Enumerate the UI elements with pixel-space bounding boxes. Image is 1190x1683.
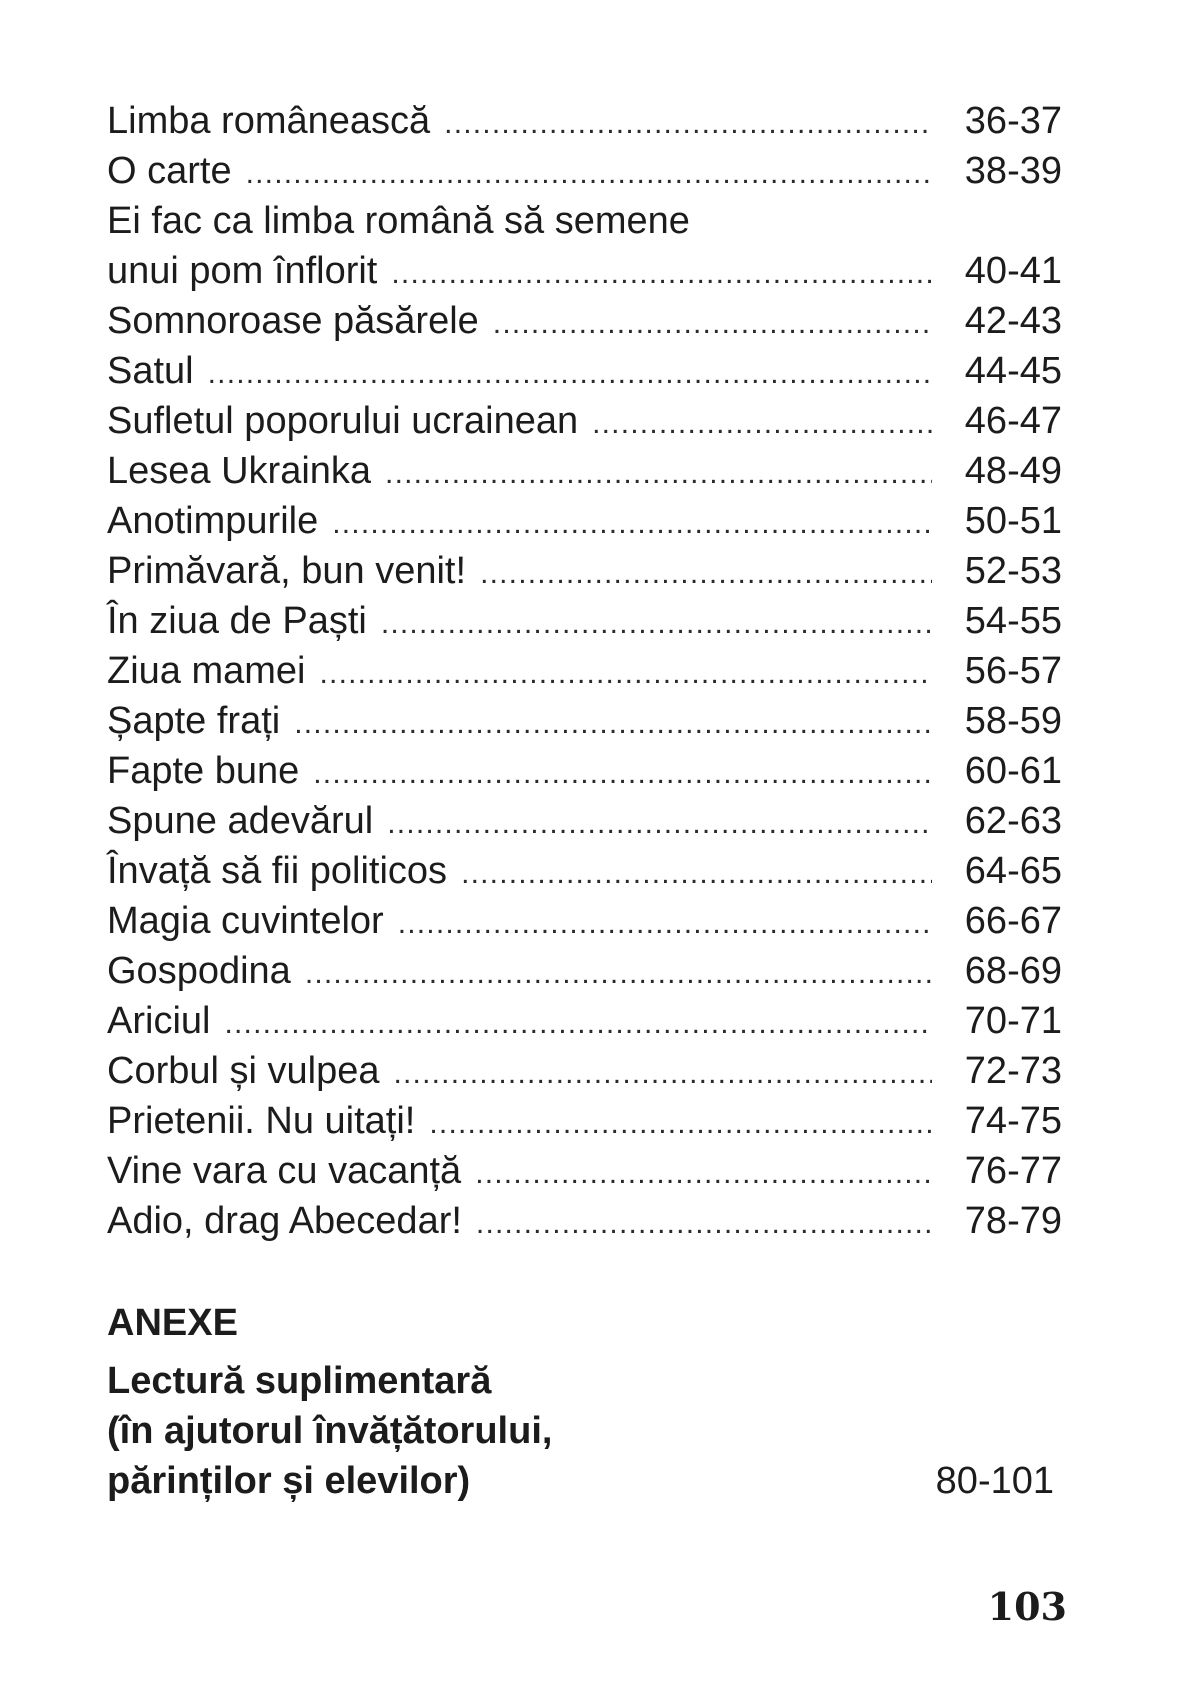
toc-entry-title: Ariciul [107, 1000, 211, 1042]
toc-entry [107, 596, 1062, 646]
toc-entry [107, 896, 1062, 946]
toc-entry-title: Limba românească [107, 100, 431, 142]
annex-pages: 80-101 [935, 1460, 1054, 1502]
dot-leader [391, 249, 932, 299]
toc-entry [107, 96, 1062, 146]
dot-leader [305, 949, 932, 999]
toc-entry-title: O carte [107, 150, 232, 192]
annex-title-line-3: părinților și elevilor) [107, 1460, 471, 1502]
toc-entry-title: Corbul și vulpea [107, 1050, 380, 1092]
dot-leader [385, 449, 932, 499]
dot-leader [475, 1149, 932, 1199]
dot-leader [429, 1099, 932, 1149]
annex-line [107, 1456, 1062, 1506]
toc-entry [107, 946, 1062, 996]
dot-leader [387, 799, 932, 849]
toc-entry-pages: 40-41 [964, 250, 1062, 292]
toc-entry-pages: 54-55 [964, 600, 1062, 642]
toc-entry-title: Ei fac ca limba română să semene [107, 200, 690, 242]
toc-entry-pages: 46-47 [964, 400, 1062, 442]
table-of-contents [107, 96, 1062, 1246]
toc-entry-pages: 68-69 [964, 950, 1062, 992]
toc-entry [107, 796, 1062, 846]
toc-entry-pages: 38-39 [964, 150, 1062, 192]
toc-entry [107, 1196, 1062, 1246]
toc-entry-title: Ziua mamei [107, 650, 306, 692]
toc-entry-pages: 36-37 [964, 100, 1062, 142]
dot-leader [381, 599, 932, 649]
annex-entry [107, 1356, 1062, 1506]
toc-entry-title: Sufletul poporului ucrainean [107, 400, 579, 442]
annex-title-line-1: Lectură suplimentară [107, 1360, 492, 1402]
toc-entry-pages: 52-53 [964, 550, 1062, 592]
toc-entry-pages: 62-63 [964, 800, 1062, 842]
toc-entry-title: Învață să fii politicos [107, 850, 448, 892]
toc-entry-title: Prietenii. Nu uitați! [107, 1100, 416, 1142]
toc-entry-title: Adio, drag Abecedar! [107, 1200, 462, 1242]
toc-entry-title: Primăvară, bun venit! [107, 550, 467, 592]
toc-entry-title: Vine vara cu vacanță [107, 1150, 462, 1192]
toc-entry [107, 496, 1062, 546]
toc-entry [107, 846, 1062, 896]
toc-entry-title: unui pom înflorit [107, 250, 378, 292]
toc-entry-title: Gospodina [107, 950, 291, 992]
toc-entry [107, 696, 1062, 746]
toc-entry-pages: 64-65 [964, 850, 1062, 892]
toc-entry-title: Șapte frați [107, 700, 281, 742]
dot-leader [320, 649, 933, 699]
dot-leader [476, 1199, 932, 1249]
toc-entry-pages: 60-61 [964, 750, 1062, 792]
toc-entry-pages: 76-77 [964, 1150, 1062, 1192]
toc-entry-title: Somnoroase păsărele [107, 300, 479, 342]
toc-entry-pages: 42-43 [964, 300, 1062, 342]
dot-leader [294, 699, 932, 749]
page-number: 103 [987, 1584, 1067, 1629]
toc-entry-pages: 56-57 [964, 650, 1062, 692]
dot-leader [480, 549, 932, 599]
dot-leader [398, 899, 932, 949]
annex-line [107, 1406, 1062, 1456]
dot-leader [493, 299, 932, 349]
toc-entry-pages: 44-45 [964, 350, 1062, 392]
toc-entry [107, 1046, 1062, 1096]
toc-entry [107, 646, 1062, 696]
toc-entry [107, 396, 1062, 446]
toc-entry-title: În ziua de Paști [107, 600, 367, 642]
dot-leader [393, 1049, 932, 1099]
toc-entry [107, 246, 1062, 296]
toc-entry-title: Spune adevărul [107, 800, 374, 842]
annex-section [107, 1298, 1062, 1506]
toc-entry-pages: 66-67 [964, 900, 1062, 942]
toc-entry-pages: 72-73 [964, 1050, 1062, 1092]
toc-entry-title: Fapte bune [107, 750, 300, 792]
toc-entry [107, 196, 1062, 246]
toc-entry [107, 546, 1062, 596]
annex-heading: ANEXE [107, 1302, 238, 1344]
toc-entry-pages: 50-51 [964, 500, 1062, 542]
toc-entry [107, 296, 1062, 346]
toc-entry-pages: 78-79 [964, 1200, 1062, 1242]
toc-entry [107, 446, 1062, 496]
dot-leader [313, 749, 932, 799]
toc-entry-pages: 48-49 [964, 450, 1062, 492]
toc-entry [107, 146, 1062, 196]
toc-entry [107, 1146, 1062, 1196]
toc-entry-pages: 74-75 [964, 1100, 1062, 1142]
dot-leader [444, 99, 932, 149]
dot-leader [461, 849, 932, 899]
toc-entry-title: Satul [107, 350, 194, 392]
toc-entry-title: Anotimpurile [107, 500, 319, 542]
toc-entry-pages: 70-71 [964, 1000, 1062, 1042]
dot-leader [224, 999, 932, 1049]
dot-leader [332, 499, 932, 549]
toc-entry-pages: 58-59 [964, 700, 1062, 742]
toc-entry [107, 346, 1062, 396]
annex-title-line-2: (în ajutorul învățătorului, [107, 1410, 553, 1452]
annex-line [107, 1356, 1062, 1406]
toc-entry-title: Magia cuvintelor [107, 900, 384, 942]
dot-leader [592, 399, 932, 449]
toc-entry [107, 746, 1062, 796]
dot-leader [208, 349, 932, 399]
toc-entry [107, 1096, 1062, 1146]
toc-entry [107, 996, 1062, 1046]
dot-leader [246, 149, 932, 199]
toc-entry-title: Lesea Ukrainka [107, 450, 372, 492]
